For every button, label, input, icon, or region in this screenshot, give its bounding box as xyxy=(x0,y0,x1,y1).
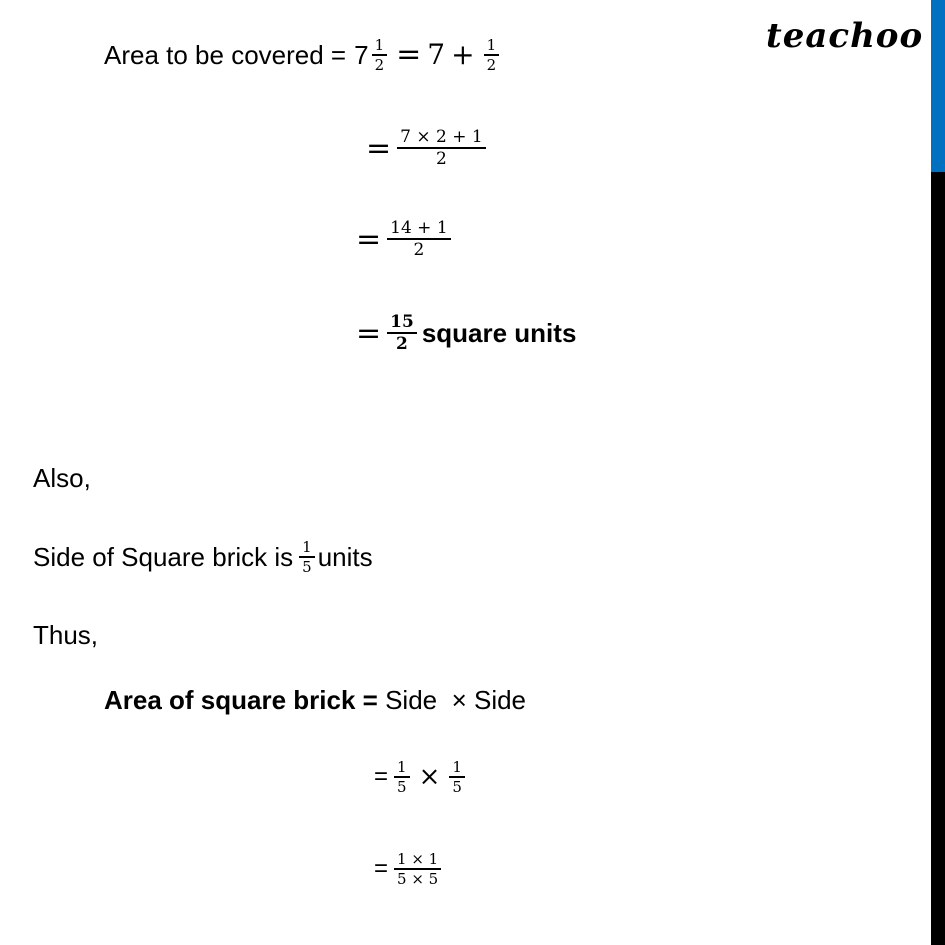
equals-sign: = xyxy=(374,855,389,882)
equals-sign: = xyxy=(356,315,382,351)
denominator: 5 × 5 xyxy=(397,870,439,888)
equals-sign: = xyxy=(374,763,389,790)
mixed-whole: 7 xyxy=(354,40,369,70)
numerator: 7 × 2 + 1 xyxy=(400,127,483,147)
equals-sign: = xyxy=(366,130,392,166)
area-brick-formula: Side × Side xyxy=(385,685,527,715)
mixed-fraction xyxy=(372,36,388,74)
fraction-a xyxy=(394,758,410,796)
denominator: 5 xyxy=(452,778,462,796)
area-to-cover-label: Area to be covered = xyxy=(104,40,347,70)
plus-fraction xyxy=(484,36,500,74)
numerator: 1 × 1 xyxy=(397,850,439,868)
fraction-b xyxy=(449,758,465,796)
fraction xyxy=(387,312,417,354)
side-suffix: units xyxy=(317,542,373,572)
fraction xyxy=(394,850,441,888)
teachoo-logo: teachoo xyxy=(766,16,924,56)
numerator: 15 xyxy=(390,312,414,332)
numerator: 1 xyxy=(397,758,407,776)
equals-sign: = xyxy=(356,221,382,257)
denominator: 2 xyxy=(436,149,447,169)
denominator: 2 xyxy=(374,56,385,74)
whole-number: 7 xyxy=(427,38,446,71)
equals-sign: = xyxy=(396,37,422,72)
square-units-label: square units xyxy=(421,318,577,348)
area-brick-label: Area of square brick = xyxy=(104,685,378,715)
side-fraction xyxy=(299,538,315,576)
fraction xyxy=(387,218,451,260)
denominator: 2 xyxy=(486,56,497,74)
brick-step-1 xyxy=(374,758,468,796)
area-brick-line xyxy=(104,685,526,715)
plus-sign: + xyxy=(451,38,475,71)
also-text: Also, xyxy=(33,463,91,493)
denominator: 2 xyxy=(413,240,425,260)
numerator: 1 xyxy=(486,36,497,54)
thus-text: Thus, xyxy=(33,620,99,650)
step-1 xyxy=(366,127,489,169)
denominator: 5 xyxy=(302,558,312,576)
fraction xyxy=(397,127,486,169)
numerator: 1 xyxy=(452,758,462,776)
step-3 xyxy=(356,312,576,354)
sidebar-dark-bar xyxy=(931,172,945,945)
brick-step-2 xyxy=(374,850,444,888)
side-line xyxy=(33,538,373,576)
times-sign: × xyxy=(418,762,441,792)
numerator: 14 + 1 xyxy=(390,218,448,238)
step-2 xyxy=(356,218,454,260)
side-prefix: Side of Square brick is xyxy=(33,542,294,572)
numerator: 1 xyxy=(374,36,385,54)
denominator: 5 xyxy=(397,778,407,796)
sidebar-accent-bar xyxy=(931,0,945,172)
area-to-cover-line xyxy=(104,36,502,74)
numerator: 1 xyxy=(302,538,312,556)
denominator: 2 xyxy=(396,334,408,354)
